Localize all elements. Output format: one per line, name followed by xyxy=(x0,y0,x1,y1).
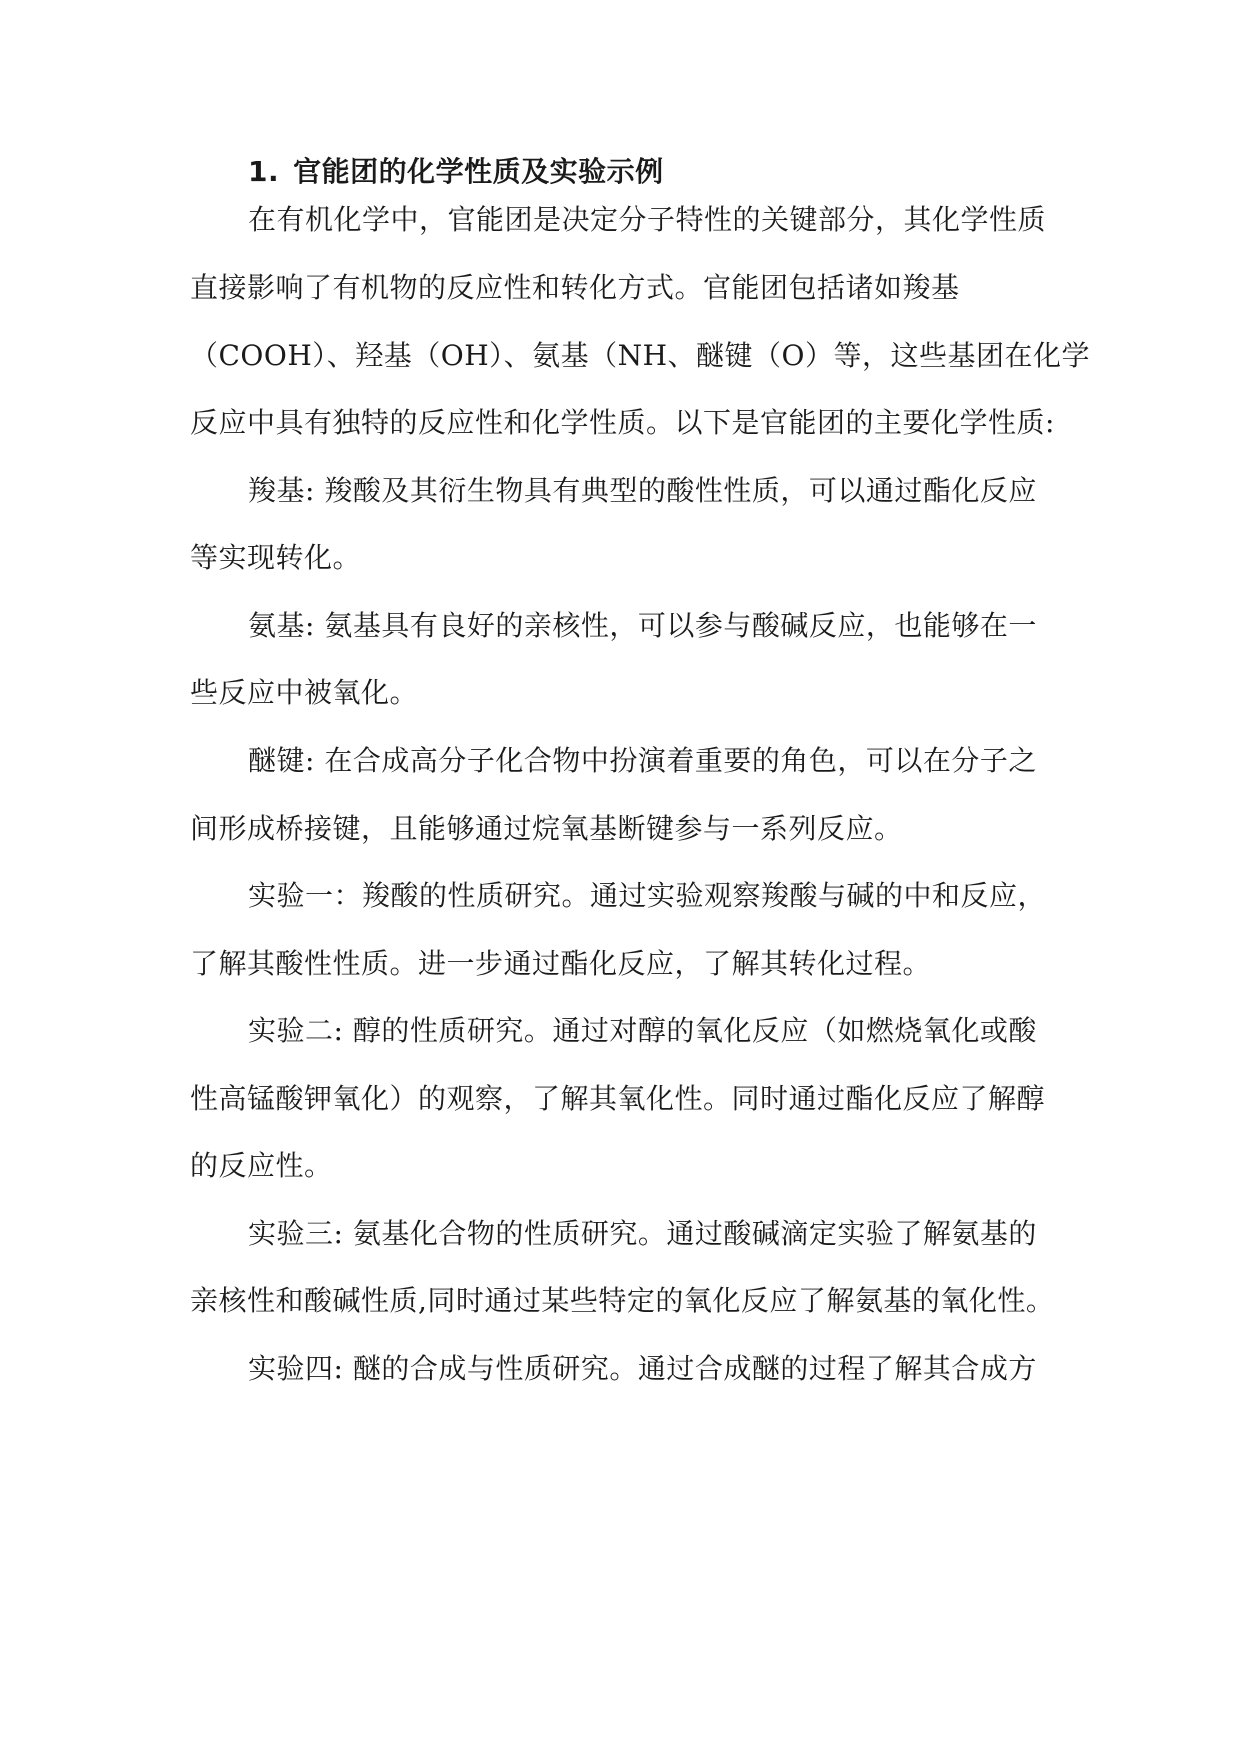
paragraph-line: 实验四: 醚的合成与性质研究。通过合成醚的过程了解其合成方 xyxy=(248,1352,1037,1385)
paragraph-line: 实验一：羧酸的性质研究。通过实验观察羧酸与碱的中和反应， xyxy=(248,879,1047,912)
paragraph-line: 间形成桥接键，且能够通过烷氧基断键参与一系列反应。 xyxy=(190,812,903,845)
paragraph-line: 醚键: 在合成高分子化合物中扮演着重要的角色，可以在分子之 xyxy=(248,744,1037,777)
paragraph-line: （COOH）、羟基（OH）、氨基（NH、醚键（O）等，这些基团在化学 xyxy=(190,339,1091,372)
section-heading xyxy=(248,152,664,192)
paragraph-line: 直接影响了有机物的反应性和转化方式。官能团包括诸如羧基 xyxy=(190,271,960,304)
paragraph-line: 亲核性和酸碱性质,同时通过某些特定的氧化反应了解氨基的氧化性。 xyxy=(190,1284,1055,1317)
paragraph-line: 性高锰酸钾氧化）的观察，了解其氧化性。同时通过酯化反应了解醇 xyxy=(190,1082,1046,1115)
paragraph-line: 了解其酸性性质。进一步通过酯化反应，了解其转化过程。 xyxy=(190,947,932,980)
paragraph-line: 些反应中被氧化。 xyxy=(190,676,419,709)
paragraph-line: 等实现转化。 xyxy=(190,541,362,574)
section-title: 官能团的化学性质及实验示例 xyxy=(293,155,664,188)
paragraph-line: 氨基: 氨基具有良好的亲核性，可以参与酸碱反应，也能够在一 xyxy=(248,609,1037,642)
paragraph-line: 实验三: 氨基化合物的性质研究。通过酸碱滴定实验了解氨基的 xyxy=(248,1217,1037,1250)
paragraph-line: 反应中具有独特的反应性和化学性质。以下是官能团的主要化学性质: xyxy=(190,406,1055,439)
paragraph-line: 实验二: 醇的性质研究。通过对醇的氧化反应（如燃烧氧化或酸 xyxy=(248,1014,1037,1047)
paragraph-line: 的反应性。 xyxy=(190,1149,333,1182)
paragraph-line: 在有机化学中，官能团是决定分子特性的关键部分，其化学性质 xyxy=(248,203,1047,236)
section-number: 1. xyxy=(248,155,280,188)
paragraph-line: 羧基: 羧酸及其衍生物具有典型的酸性性质，可以通过酯化反应 xyxy=(248,474,1037,507)
